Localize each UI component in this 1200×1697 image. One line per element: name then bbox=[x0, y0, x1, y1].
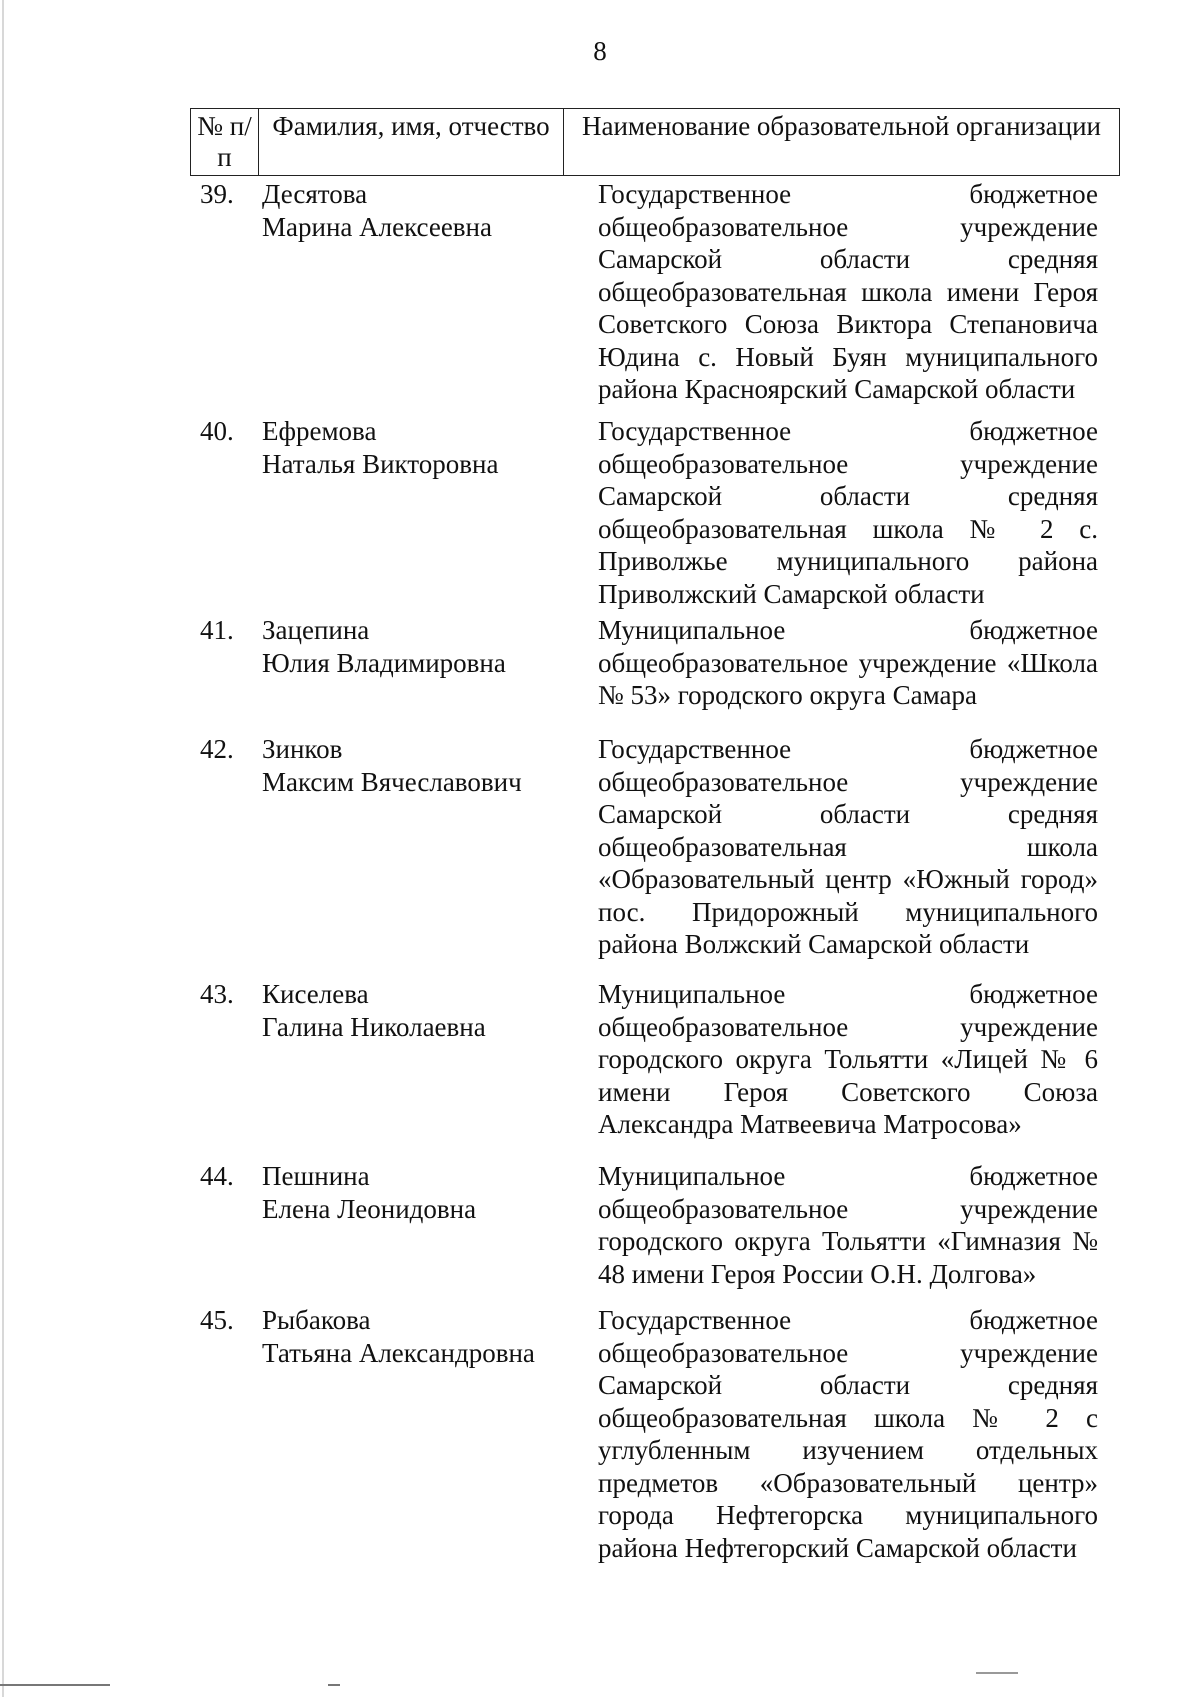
row-number: 45. bbox=[200, 1305, 234, 1335]
person-name bbox=[258, 733, 586, 978]
row-number: 41. bbox=[200, 615, 234, 645]
person-name bbox=[258, 1160, 586, 1304]
person-given-names: Елена Леонидовна bbox=[262, 1193, 477, 1224]
person-name bbox=[258, 415, 586, 614]
person-given-names: Галина Николаевна bbox=[262, 1011, 486, 1042]
header-name-column: Фамилия, имя, отчество bbox=[259, 109, 564, 175]
person-given-names: Наталья Викторовна bbox=[262, 448, 499, 479]
person-surname: Пешнина bbox=[262, 1161, 370, 1191]
person-surname: Десятова bbox=[262, 179, 368, 209]
organization-name: Муниципальное бюджетное общеобразовательное учреждение городского округа Тольятти «Лицей № 6 имени Героя Советского Союза Александра Матвеевича Матросова» bbox=[598, 979, 1098, 1139]
person-name bbox=[258, 178, 586, 415]
page-number: 8 bbox=[593, 36, 607, 66]
organization-name: Государственное бюджетное общеобразовательное учреждение Самарской области средняя общеобразовательная школа «Образовательный центр «Южный город» пос. Придорожный муниципального района Волжский Самарской области bbox=[598, 734, 1098, 959]
person-given-names: Татьяна Александровна bbox=[262, 1337, 535, 1368]
person-name bbox=[258, 1304, 586, 1574]
person-given-names: Юлия Владимировна bbox=[262, 647, 506, 678]
table-row bbox=[190, 1304, 1120, 1574]
row-number: 43. bbox=[200, 979, 234, 1009]
header-number-column: № п/п bbox=[191, 109, 259, 175]
organization-name: Государственное бюджетное общеобразовательное учреждение Самарской области средняя общеобразовательная школа № 2 с углубленным изучением отдельных предметов «Образовательный центр» города Нефтегорска муниципального района Нефтегорский Самарской области bbox=[598, 1305, 1098, 1563]
person-surname: Зинков bbox=[262, 734, 343, 764]
row-number: 44. bbox=[200, 1161, 234, 1191]
table-row bbox=[190, 614, 1120, 733]
organization-name: Государственное бюджетное общеобразовательное учреждение Самарской области средняя общеобразовательная школа № 2 с. Приволжье муниципального района Приволжский Самарской области bbox=[598, 416, 1098, 609]
table-row bbox=[190, 733, 1120, 978]
person-given-names: Максим Вячеславович bbox=[262, 766, 522, 797]
table-row bbox=[190, 415, 1120, 614]
row-number: 42. bbox=[200, 734, 234, 764]
header-organization-column: Наименование образовательной организации bbox=[581, 111, 1102, 141]
row-number: 40. bbox=[200, 416, 234, 446]
person-given-names: Марина Алексеевна bbox=[262, 211, 492, 242]
scan-page-edge bbox=[2, 0, 4, 1697]
table-row bbox=[190, 1160, 1120, 1304]
table-header bbox=[190, 108, 1120, 176]
person-surname: Ефремова bbox=[262, 416, 377, 446]
table-row bbox=[190, 178, 1120, 415]
organization-name: Муниципальное бюджетное общеобразовательное учреждение «Школа № 53» городского округа Самара bbox=[598, 615, 1098, 710]
person-surname: Киселева bbox=[262, 979, 369, 1009]
table-body bbox=[190, 178, 1120, 1574]
person-name bbox=[258, 614, 586, 733]
organization-name: Муниципальное бюджетное общеобразовательное учреждение городского округа Тольятти «Гимназия № 48 имени Героя России О.Н. Долгова» bbox=[598, 1161, 1098, 1289]
row-number: 39. bbox=[200, 179, 234, 209]
scan-artifact-line bbox=[328, 1684, 340, 1686]
person-surname: Рыбакова bbox=[262, 1305, 371, 1335]
person-name bbox=[258, 978, 586, 1160]
table-row bbox=[190, 978, 1120, 1160]
scan-artifact-line bbox=[0, 1684, 110, 1686]
organization-name: Государственное бюджетное общеобразовательное учреждение Самарской области средняя общеобразовательная школа имени Героя Советского Союза Виктора Степановича Юдина с. Новый Буян муниципального района Красноярский Самарской области bbox=[598, 179, 1098, 404]
scan-artifact-line bbox=[976, 1672, 1018, 1674]
person-surname: Зацепина bbox=[262, 615, 370, 645]
